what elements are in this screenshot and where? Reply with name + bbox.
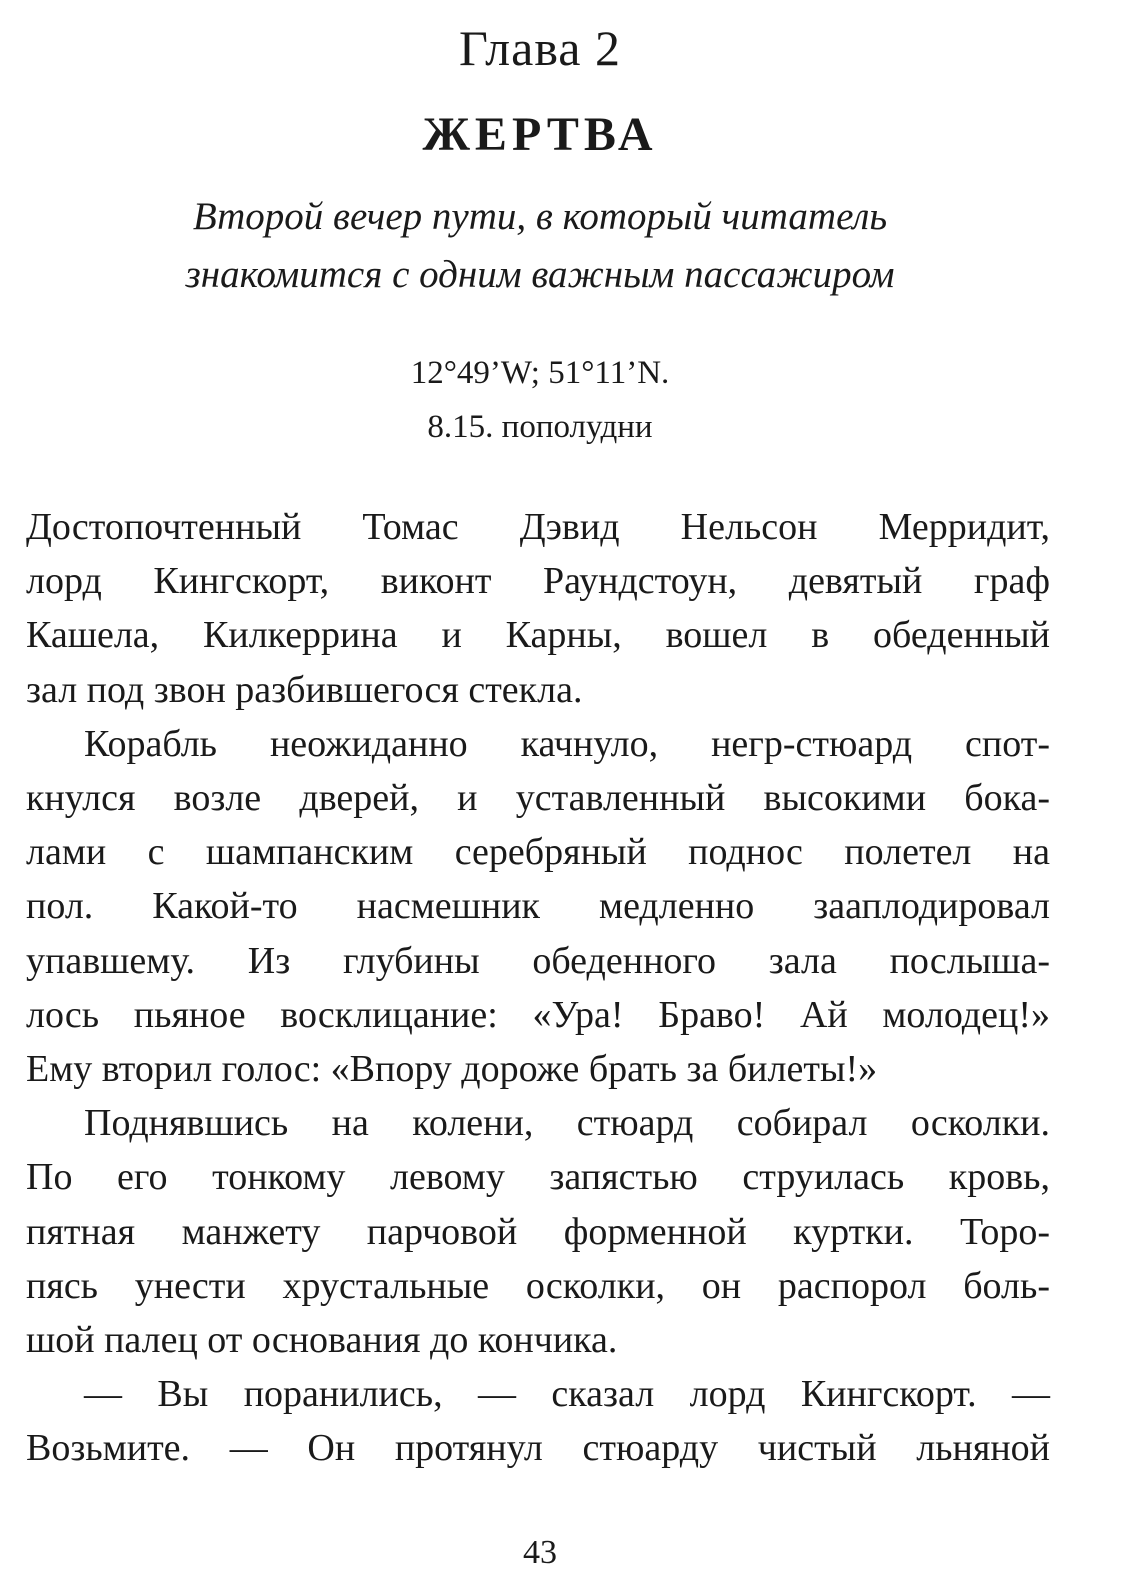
time: 8.15. пополудни [427,409,653,445]
paragraph [26,500,1050,717]
text-line: лами с шампанским серебряный поднос полетел на [26,831,1050,874]
text-line: шой палец от основания до кончика. [26,1319,618,1362]
paragraph [26,717,1050,1096]
text-line: Достопочтенный Томас Дэвид Нельсон Мерридит, [26,506,1050,548]
chapter-title: ЖЕРТВА [422,108,658,161]
subtitle-line: Второй вечер пути, в который читатель [192,195,888,238]
body-text [26,500,1050,1476]
text-line: лось пьяное восклицание: «Ура! Браво! Ай молодец!» [26,993,1050,1036]
text-line: лорд Кингскорт, виконт Раундстоун, девятый граф [26,560,1050,603]
text-line: Ему вторил голос: «Впору дороже брать за билеты!» [26,1048,878,1091]
text-line: пятная манжету парчовой форменной куртки. Торо- [26,1210,1050,1253]
text-line: пясь унести хрустальные осколки, он распорол боль- [26,1264,1050,1307]
text-line: пол. Какой-то насмешник медленно зааплодировал [26,885,1050,928]
paragraph [26,1096,1050,1367]
text-line: зал под звон разбившегося стекла. [26,668,583,711]
text-line: Кашела, Килкеррина и Карны, вошел в обеденный [26,614,1050,657]
chapter-subtitle [0,188,1080,304]
subtitle-line: знакомится с одним важным пассажиром [185,253,895,296]
text-line: По его тонкому левому запястью струилась кровь, [26,1156,1050,1199]
coordinates: 12°49’W; 51°11’N. [410,355,670,391]
text-line: кнулся возле дверей, и уставленный высокими бока- [26,777,1050,820]
text-line: упавшему. Из глубины обеденного зала послыша- [26,939,1050,982]
text-line: Поднявшись на колени, стюард собирал осколки. [84,1102,1050,1145]
text-line: — Вы поранились, — сказал лорд Кингскорт. — [84,1373,1050,1416]
chapter-meta [0,346,1080,454]
paragraph [26,1367,1050,1475]
chapter-label: Глава 2 [459,20,621,76]
text-line: Корабль неожиданно качнуло, негр-стюард спот- [84,722,1050,765]
text-line: Возьмите. — Он протянул стюарду чистый льняной [26,1427,1050,1470]
page-number: 43 [523,1534,557,1571]
